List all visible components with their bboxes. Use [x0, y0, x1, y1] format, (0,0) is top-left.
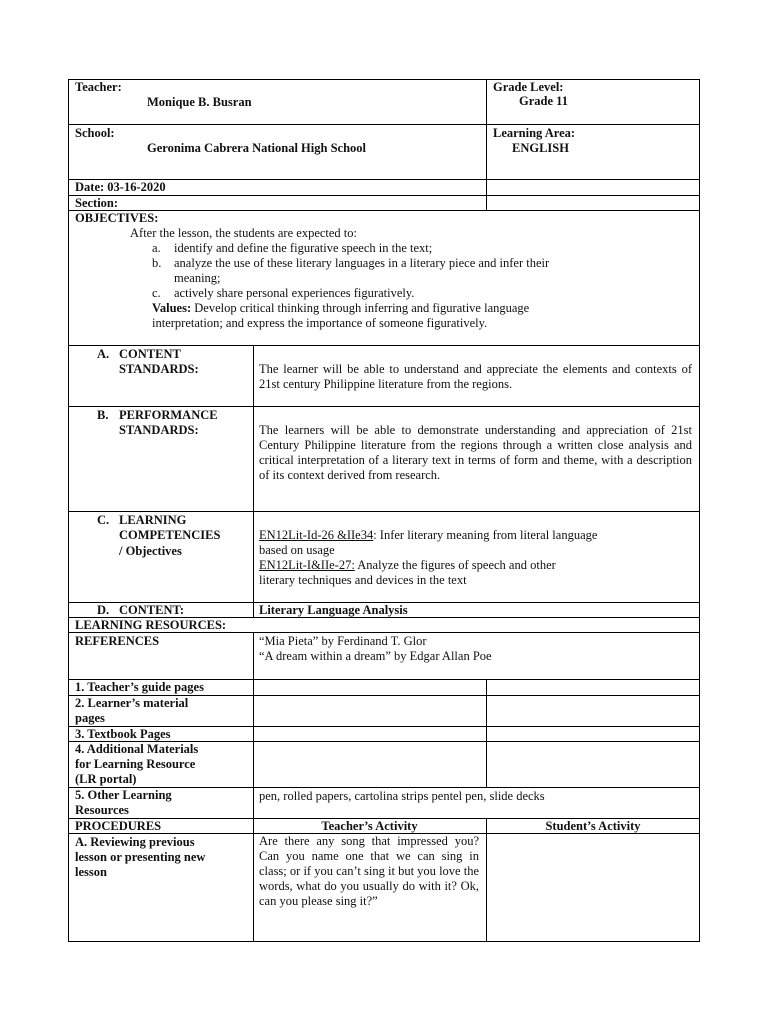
- values-label: Values:: [152, 301, 192, 315]
- reference-item: “A dream within a dream” by Edgar Allan Poe: [259, 649, 492, 663]
- competencies-marker: C.: [97, 513, 110, 527]
- objective-item: actively share personal experiences figuratively.: [174, 286, 415, 300]
- competencies-label: / Objectives: [119, 544, 182, 558]
- column-divider: [253, 345, 254, 617]
- values-text-continued: interpretation; and express the importance of someone figuratively.: [152, 316, 488, 330]
- procedures-heading: PROCEDURES: [75, 819, 162, 833]
- grade-level-label: Grade Level:: [493, 80, 564, 94]
- learners-material-label: pages: [75, 711, 105, 725]
- teacher-label: Teacher:: [75, 80, 122, 94]
- other-resources-value: pen, rolled papers, cartolina strips pentel pen, slide decks: [259, 789, 545, 803]
- competency-line: [259, 528, 597, 543]
- references-label: REFERENCES: [75, 634, 160, 648]
- competency-text: Analyze the figures of speech and other: [354, 558, 556, 572]
- procedure-step-label: lesson or presenting new: [75, 850, 206, 864]
- learning-area-label: Learning Area:: [493, 126, 576, 140]
- procedure-step-label: A. Reviewing previous: [75, 835, 195, 849]
- competency-text-continued: based on usage: [259, 543, 335, 557]
- other-resources-label: Resources: [75, 803, 129, 817]
- row-divider: [68, 124, 700, 125]
- teachers-guide-label: 1. Teacher’s guide pages: [75, 680, 204, 694]
- objective-marker: b.: [152, 256, 162, 270]
- objective-marker: c.: [152, 286, 161, 300]
- content-label: CONTENT:: [119, 603, 185, 617]
- competency-code: EN12Lit-I&IIe-27:: [259, 558, 355, 572]
- column-divider: [253, 632, 254, 942]
- grade-level-value: Grade 11: [519, 94, 568, 108]
- values-text: Develop critical thinking through inferring and figurative language: [191, 301, 530, 315]
- additional-materials-label: 4. Additional Materials: [75, 742, 199, 756]
- reference-item: “Mia Pieta” by Ferdinand T. Glor: [259, 634, 427, 648]
- section-field: Section:: [75, 196, 119, 210]
- competencies-label: COMPETENCIES: [119, 528, 221, 542]
- content-standards-label: STANDARDS:: [119, 362, 199, 376]
- school-label: School:: [75, 126, 115, 140]
- performance-standards-marker: B.: [97, 408, 109, 422]
- content-standards-text: The learner will be able to understand and appreciate the elements and contexts of 21st century Philippine literature from the regions.: [259, 362, 692, 391]
- competency-text: : Infer literary meaning from literal language: [373, 528, 598, 542]
- competency-code: EN12Lit-Id-26 &IIe34: [259, 528, 374, 542]
- competency-line: [259, 558, 556, 573]
- values-line: [152, 301, 529, 316]
- competency-text-continued: literary techniques and devices in the text: [259, 573, 467, 587]
- row-divider: [68, 406, 700, 407]
- objective-item: analyze the use of these literary languages in a literary piece and infer their: [174, 256, 550, 270]
- performance-standards-label: STANDARDS:: [119, 423, 199, 437]
- procedure-step-label: lesson: [75, 865, 107, 879]
- textbook-pages-label: 3. Textbook Pages: [75, 727, 171, 741]
- column-divider: [486, 79, 487, 210]
- objectives-heading: OBJECTIVES:: [75, 211, 159, 225]
- content-standards-marker: A.: [97, 347, 110, 361]
- school-name: Geronima Cabrera National High School: [147, 141, 366, 155]
- objective-marker: a.: [152, 241, 161, 255]
- competencies-label: LEARNING: [119, 513, 187, 527]
- additional-materials-label: for Learning Resource: [75, 757, 196, 771]
- date-field: Date: 03-16-2020: [75, 180, 166, 194]
- row-divider: [68, 345, 700, 346]
- performance-standards-label: PERFORMANCE: [119, 408, 218, 422]
- teacher-activity-text: Are there any song that impressed you? Can you name one that we can sing in class; or if you can’t sing it but you love the words, what do you usually do with it? Ok, can you please sing it?”: [259, 834, 479, 908]
- content-marker: D.: [97, 603, 110, 617]
- additional-materials-label: (LR portal): [75, 772, 137, 786]
- objective-item-continued: meaning;: [174, 271, 221, 285]
- teacher-activity-header: Teacher’s Activity: [321, 819, 418, 833]
- objective-item: identify and define the figurative speech in the text;: [174, 241, 433, 255]
- row-divider: [68, 511, 700, 512]
- column-divider: [486, 679, 487, 787]
- learning-resources-heading: LEARNING RESOURCES:: [75, 618, 227, 632]
- student-activity-header: Student’s Activity: [545, 819, 641, 833]
- content-value: Literary Language Analysis: [259, 603, 408, 617]
- learners-material-label: 2. Learner’s material: [75, 696, 189, 710]
- row-divider: [68, 210, 700, 211]
- row-divider: [68, 195, 700, 196]
- content-standards-label: CONTENT: [119, 347, 181, 361]
- column-divider: [486, 818, 487, 942]
- other-resources-label: 5. Other Learning: [75, 788, 172, 802]
- teacher-name: Monique B. Busran: [147, 95, 252, 109]
- learning-area-value: ENGLISH: [512, 141, 569, 155]
- objectives-intro: After the lesson, the students are expected to:: [130, 226, 358, 240]
- performance-standards-text: The learners will be able to demonstrate understanding and appreciation of 21st Century Philippine literature from the regions through a written close analysis and critical interpretation of a literary text in terms of form and theme, with a description of its context derived from research.: [259, 423, 692, 482]
